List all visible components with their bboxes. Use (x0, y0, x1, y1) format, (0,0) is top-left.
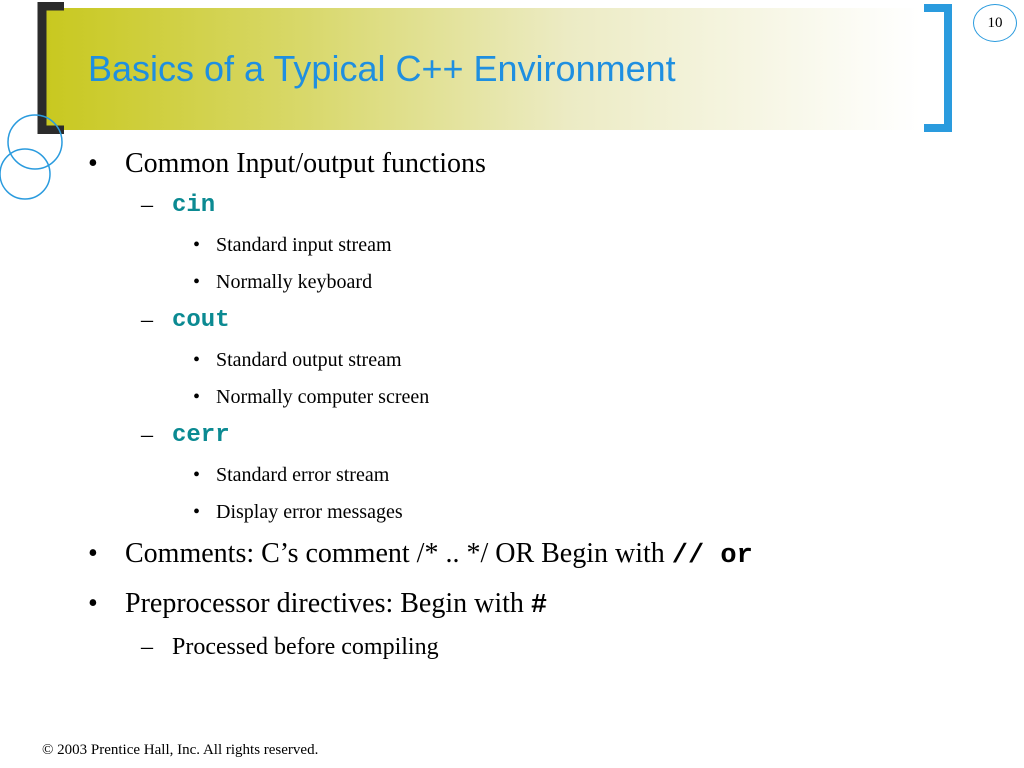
copyright-footer: © 2003 Prentice Hall, Inc. All rights reserved. (42, 742, 319, 758)
sub-bullet-text: Standard input stream (216, 234, 392, 256)
code-cin: cin (172, 192, 216, 219)
dash-icon: – (141, 192, 153, 218)
sub-bullet-text: Display error messages (216, 501, 403, 523)
decorative-circles-icon (0, 100, 70, 200)
bullet-icon: • (193, 464, 201, 486)
dash-icon: – (141, 307, 153, 333)
sub-bullet-text: Processed before compiling (172, 634, 439, 660)
bullet-icon: • (88, 148, 98, 179)
bullet-icon: • (193, 501, 201, 523)
sub-bullet-text: Normally keyboard (216, 271, 373, 293)
dash-icon: – (141, 422, 153, 448)
bullet-icon: • (88, 588, 98, 619)
slide-title: Basics of a Typical C++ Environment (88, 48, 676, 89)
code-cout: cout (172, 307, 230, 334)
bullet-text-preprocessor (125, 588, 547, 621)
right-bracket-icon (918, 2, 958, 134)
bullet-icon: • (193, 271, 201, 293)
bullet-text-comments (125, 538, 753, 571)
sub-bullet-text: Standard error stream (216, 464, 390, 486)
code-cerr: cerr (172, 422, 230, 449)
bullet-icon: • (88, 538, 98, 569)
dash-icon: – (141, 634, 153, 660)
bullet-text: Common Input/output functions (125, 148, 486, 179)
bullet-icon: • (193, 349, 201, 371)
bullet-icon: • (193, 234, 201, 256)
sub-bullet-text: Normally computer screen (216, 386, 430, 408)
preprocessor-text: Preprocessor directives: Begin with (125, 588, 531, 619)
bullet-icon: • (193, 386, 201, 408)
sub-bullet-text: Standard output stream (216, 349, 402, 371)
code-hash: # (530, 591, 548, 621)
code-comment-marker: // or (671, 541, 753, 571)
comments-text: Comments: C’s comment /* .. */ OR Begin with (125, 538, 672, 569)
page-number: 10 (973, 4, 1017, 42)
